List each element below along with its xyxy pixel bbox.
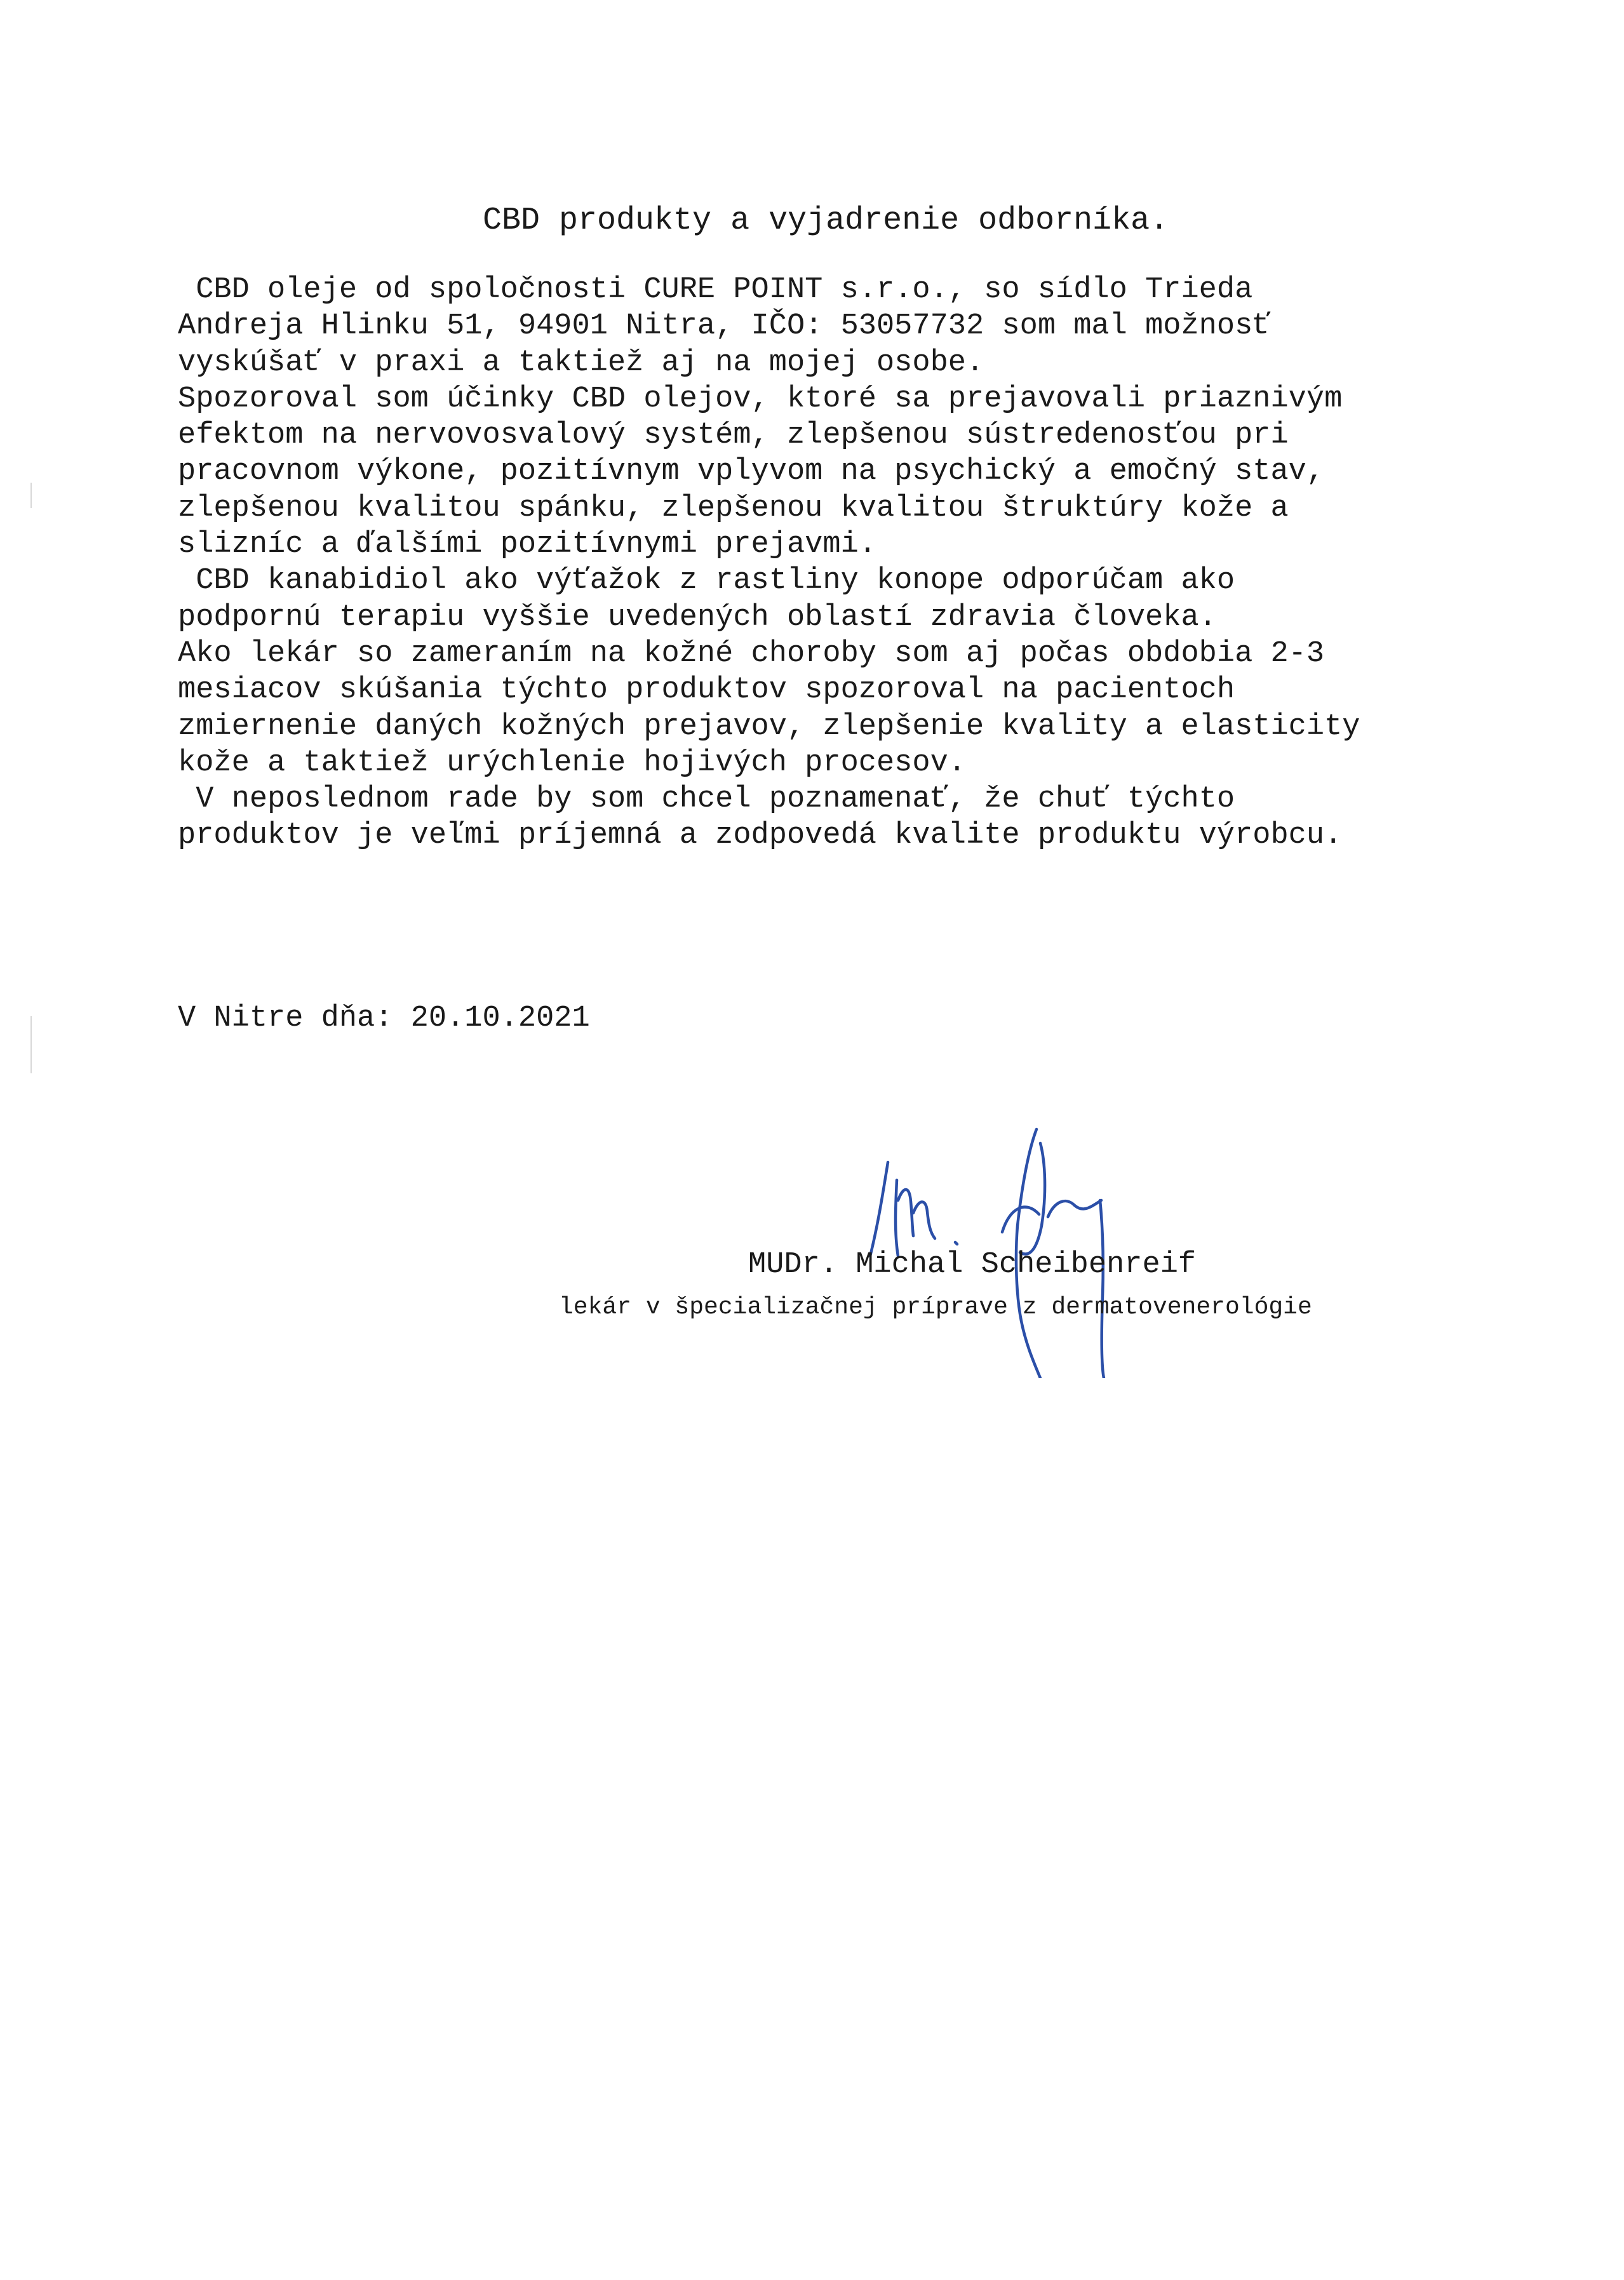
body-line: zlepšenou kvalitou spánku, zlepšenou kvalitou štruktúry kože a: [178, 491, 1289, 525]
document-body: [178, 272, 1360, 854]
document-title: CBD produkty a vyjadrenie odborníka.: [483, 203, 1169, 239]
body-line: zmiernenie daných kožných prejavov, zlepšenie kvality a elasticity: [178, 709, 1360, 744]
body-line: Ako lekár so zameraním na kožné choroby som aj počas obdobia 2-3: [178, 636, 1325, 671]
body-line: V neposlednom rade by som chcel poznamenať, že chuť týchto: [178, 782, 1235, 817]
handwritten-signature: [851, 1105, 1156, 1378]
date-line: V Nitre dňa: 20.10.2021: [178, 1002, 590, 1035]
body-line: kože a taktiež urýchlenie hojivých procesov.: [178, 746, 967, 780]
scan-edge-mark: [30, 483, 32, 508]
scan-edge-mark: [30, 1016, 32, 1073]
body-line: mesiacov skúšania týchto produktov spozoroval na pacientoch: [178, 673, 1235, 707]
body-line: CBD oleje od spoločnosti CURE POINT s.r.o., so sídlo Trieda: [178, 273, 1253, 307]
body-line: vyskúšať v praxi a taktiež aj na mojej osobe.: [178, 345, 984, 380]
signatory-role: lekár v špecializačnej príprave z dermatovenerológie: [559, 1294, 1312, 1321]
body-line: Spozoroval som účinky CBD olejov, ktoré sa prejavovali priaznivým: [178, 382, 1343, 416]
body-line: Andreja Hlinku 51, 94901 Nitra, IČO: 53057732 som mal možnosť: [178, 309, 1271, 344]
body-line: produktov je veľmi príjemná a zodpovedá kvalite produktu výrobcu.: [178, 819, 1343, 853]
body-line: slizníc a ďalšími pozitívnymi prejavmi.: [178, 528, 876, 562]
signatory-name: MUDr. Michal Scheibenreif: [748, 1248, 1197, 1282]
body-line: CBD kanabidiol ako výťažok z rastliny konope odporúčam ako: [178, 564, 1235, 598]
body-line: pracovnom výkone, pozitívnym vplyvom na psychický a emočný stav,: [178, 455, 1325, 489]
body-line: efektom na nervovosvalový systém, zlepšenou sústredenosťou pri: [178, 419, 1289, 453]
body-line: podpornú terapiu vyššie uvedených oblastí zdravia človeka.: [178, 600, 1217, 634]
